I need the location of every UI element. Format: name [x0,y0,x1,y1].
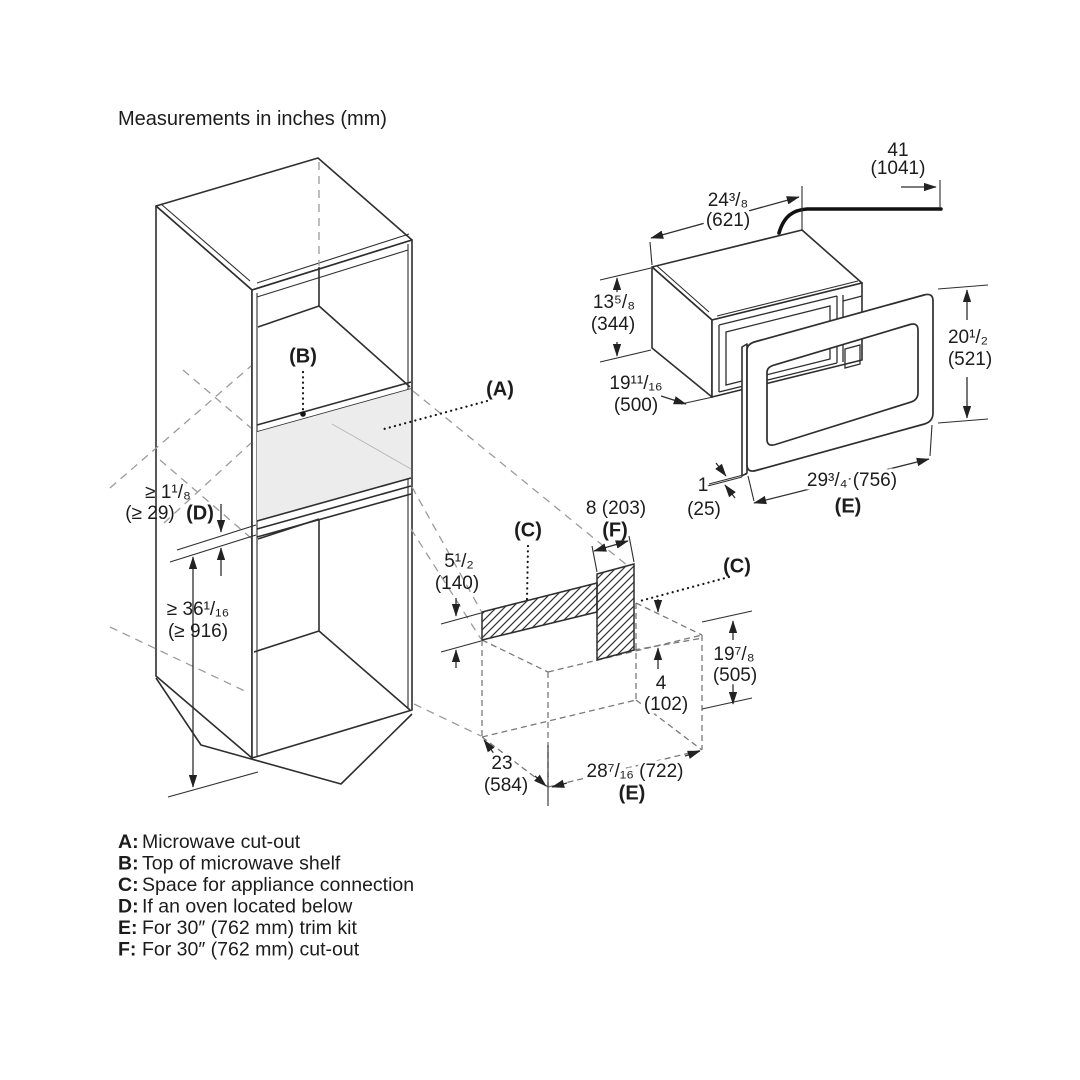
dim-cord-in: 41 [887,140,909,162]
dim-cutout-side-in: 23 [491,753,513,775]
dim-conn-height-mm: (140) [434,573,480,595]
dim-cutout-width-in: 28⁷/₁₆ (722) [586,761,684,783]
dim-conn-width-in: 8 (203) [585,498,647,520]
power-cord [779,209,941,233]
legend-text-e: For 30″ (762 mm) trim kit [142,917,357,939]
dim-trim-thickness-mm: (25) [687,499,721,521]
dim-cutout-depth-in: 19⁷/₈ [713,644,755,666]
dim-mw-depth-mm: (621) [705,210,751,232]
dim-trim-thickness-in: 1 [697,475,709,497]
callout-a: (A) [486,378,514,401]
legend-key-f: F: [118,938,137,961]
legend-text-d: If an oven located below [142,895,353,918]
dim-mw-width-mm: (500) [613,395,659,417]
legend-text-a: Microwave cut-out [142,831,301,853]
callout-b: (B) [289,345,317,368]
connection-space-bar [482,583,597,640]
dim-rear-gap-in: 4 [655,673,667,695]
legend [118,831,414,961]
dim-trim-height-in: 20¹/₂ [947,327,989,349]
page-title: Measurements in inches (mm) [118,108,387,130]
callout-c-left: (C) [514,519,542,542]
cabinet-drawing [156,158,412,784]
dim-floor-height-mm: (≥ 916) [167,621,229,643]
callout-c-right: (C) [723,555,751,578]
callout-d: (D) [186,502,214,525]
dim-mw-depth-in: 24³/₈ [707,190,749,212]
dim-shelf-gap-mm: (≥ 29) [125,503,175,525]
callout-e-plan: (E) [618,782,646,805]
dim-cord-mm: (1041) [870,158,926,180]
legend-key-e: E: [118,917,138,939]
legend-key-d: D: [118,895,139,918]
legend-key-a: A: [118,831,139,853]
dim-trim-width-in: 29³/₄ (756) [806,470,898,492]
legend-text-f: For 30″ (762 mm) cut-out [142,938,360,961]
callout-f: (F) [602,519,628,542]
dim-floor-height-in: ≥ 36¹/₁₆ [166,599,230,621]
dim-mw-height-mm: (344) [590,314,636,336]
cutout-column-f [597,564,634,660]
legend-text-c: Space for appliance connection [142,874,415,896]
dim-mw-height-in: 13⁵/₈ [592,292,636,314]
legend-key-b: B: [118,852,139,875]
legend-text-b: Top of microwave shelf [142,852,341,875]
legend-key-c: C: [118,874,139,896]
cutout-plan-dimensions [435,498,757,804]
dim-mw-width-in: 19¹¹/₁₆ [609,373,663,395]
dim-cutout-side-mm: (584) [483,775,529,797]
dim-rear-gap-mm: (102) [643,694,689,716]
dim-conn-height-in: 5¹/₂ [444,551,474,573]
dim-trim-height-mm: (521) [947,349,993,371]
leader-dot-b [300,411,306,417]
dim-cutout-depth-mm: (505) [712,665,758,687]
dim-shelf-gap-in: ≥ 1¹/₈ [145,482,191,504]
callout-e-trim: (E) [834,495,862,518]
